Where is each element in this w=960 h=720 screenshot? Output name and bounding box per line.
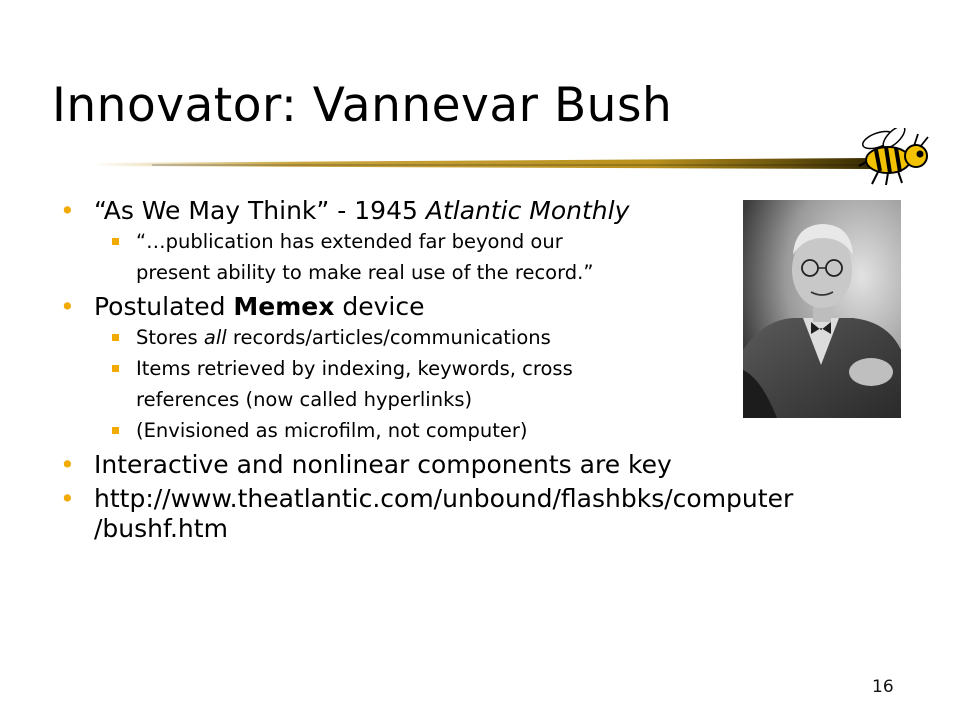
yellow-jacket-bee-icon [858,128,934,186]
bullet-marker: • [60,484,75,513]
sub-bullet-stores-records [60,322,910,353]
sub-bullet-quote-continued [60,257,910,288]
sub-bullet-items-retrieved-continued [60,384,910,415]
sub-bullet-text: Stores [136,326,204,349]
sub-bullet-text: (Envisioned as microfilm, not computer) [136,419,528,442]
bullet-list [60,196,910,544]
bullet-memex-device [60,292,910,322]
page-number: 16 [872,677,894,697]
sub-bullet-marker [112,427,119,434]
sub-bullet-text: “…publication has extended far beyond our [136,230,563,253]
url-text-line-2: /bushf.htm [94,514,228,543]
bullet-text-bold: Memex [233,292,335,321]
url-text-line-1: http://www.theatlantic.com/unbound/flashbks/computer [94,484,794,513]
bullet-as-we-may-think [60,196,910,226]
sub-bullet-marker [112,238,119,245]
bullet-text: device [334,292,425,321]
sub-bullet-items-retrieved [60,353,910,384]
bullet-url [60,484,910,544]
sub-bullet-text: references (now called hyperlinks) [136,388,473,411]
bullet-text: Interactive and nonlinear components are key [94,450,672,479]
bullet-text: Postulated [94,292,234,321]
sub-bullet-microfilm [60,415,910,446]
slide-title: Innovator: Vannevar Bush [52,78,673,133]
sub-bullet-marker [112,365,119,372]
bullet-marker: • [60,196,75,225]
bullet-text-italic: Atlantic Monthly [425,196,630,225]
bullet-text: “As We May Think” - 1945 [94,196,426,225]
sub-bullet-text: Items retrieved by indexing, keywords, cross [136,357,573,380]
sub-bullet-text: present ability to make real use of the record.” [136,261,594,284]
title-underline-rule [92,150,892,180]
sub-bullet-quote [60,226,910,257]
bullet-marker: • [60,292,75,321]
sub-bullet-marker [112,334,119,341]
bullet-interactive-nonlinear [60,450,910,480]
sub-bullet-text-italic: all [203,326,227,349]
bullet-marker: • [60,450,75,479]
sub-bullet-text: records/articles/communications [226,326,551,349]
